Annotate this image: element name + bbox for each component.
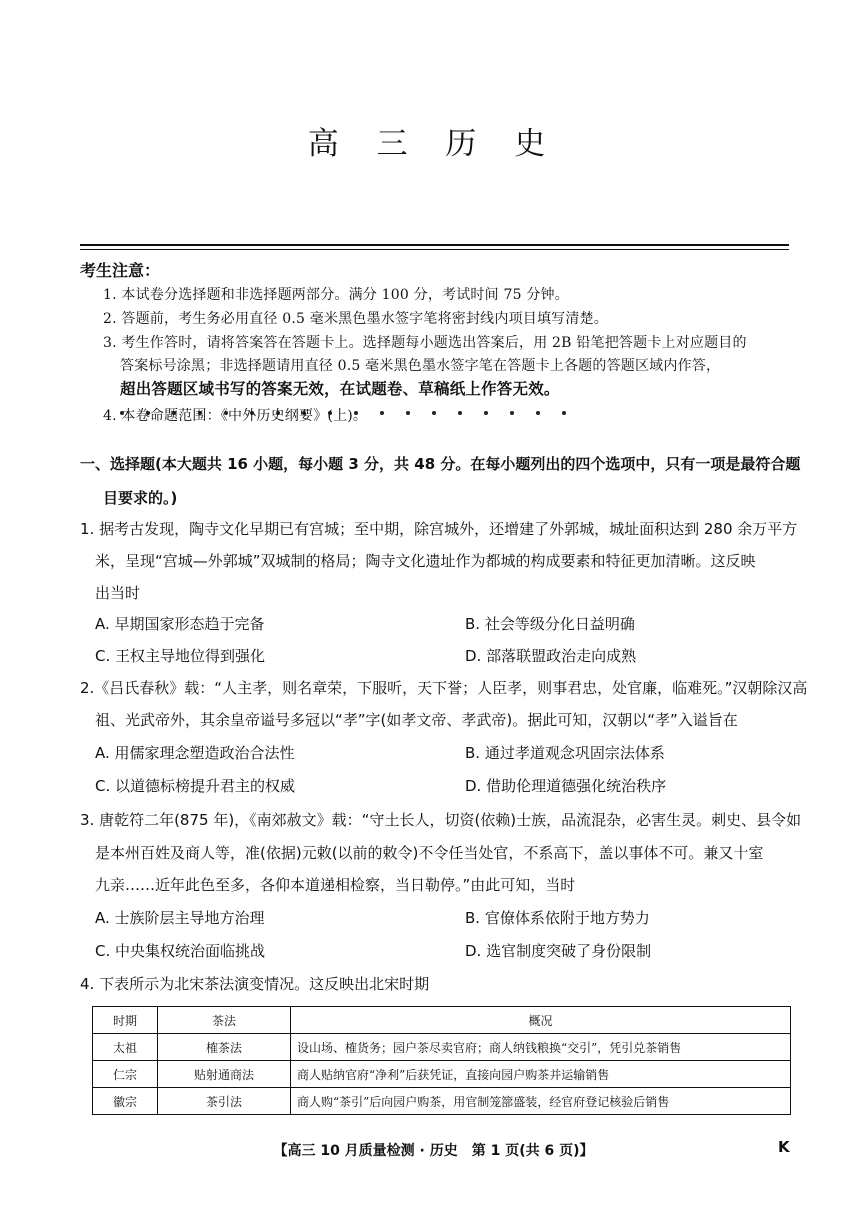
table-header-cell: 概况 (291, 1007, 791, 1034)
table-header-row (93, 1007, 791, 1034)
question-3-text: 是本州百姓及商人等，准(依据)元敕(以前的敕令)不令任当处官，不系高下，盖以事体不可。兼又十室 (95, 844, 764, 862)
notice-line: 答案标号涂黑；非选择题请用直径 0.5 毫米黑色墨水签字笔在答题卡上各题的答题区域内作答， (120, 358, 721, 374)
table-cell: 徽宗 (93, 1088, 158, 1115)
table-header-cell: 时期 (93, 1007, 158, 1034)
section-heading: 一、选择题(本大题共 16 小题，每小题 3 分，共 48 分。在每小题列出的四个选项中，只有一项是最符合题 (80, 455, 801, 473)
question-3-option-c: C. 中央集权统治面临挑战 (95, 942, 266, 960)
table-row (93, 1061, 791, 1088)
table-header-cell: 茶法 (158, 1007, 291, 1034)
question-1-option-b: B. 社会等级分化日益明确 (465, 615, 635, 633)
paper-code: K (778, 1138, 790, 1156)
table-cell: 榷茶法 (158, 1034, 291, 1061)
question-3-option-b: B. 官僚体系依附于地方势力 (465, 909, 650, 927)
question-3-text: 九亲……近年此色至多，各仰本道递相检察，当日勒停。”由此可知，当时 (95, 876, 576, 894)
question-4-text: 4. 下表所示为北宋茶法演变情况。这反映出北宋时期 (80, 975, 430, 993)
table-cell: 贴射通商法 (158, 1061, 291, 1088)
question-2-text: 2.《吕氏春秋》载：“人主孝，则名章荣，下服听，天下誉；人臣孝，则事君忠，处官廉，临难死。”汉朝除汉高 (80, 679, 808, 697)
table-row (93, 1088, 791, 1115)
question-1-option-c: C. 王权主导地位得到强化 (95, 647, 266, 665)
page-title: 高 三 历 史 (307, 126, 560, 162)
table-cell: 设山场、榷货务；园户茶尽卖官府；商人纳钱粮换“交引”，凭引兑茶销售 (291, 1034, 791, 1061)
notice-line: 3. 考生作答时，请将答案答在答题卡上。选择题每小题选出答案后，用 2B 铅笔把答题卡上对应题目的 (103, 335, 747, 351)
question-1-option-a: A. 早期国家形态趋于完备 (95, 615, 265, 633)
question-2-option-a: A. 用儒家理念塑造政治合法性 (95, 744, 295, 762)
page-footer: 【高三 10 月质量检测 · 历史 第 1 页(共 6 页)】 (273, 1143, 594, 1159)
question-2-text: 祖、光武帝外，其余皇帝谥号多冠以“孝”字(如孝文帝、孝武帝)。据此可知，汉朝以“孝”入谥旨在 (95, 711, 738, 729)
table-cell: 商人购“茶引”后向园户购茶，用官制笼篰盛装，经官府登记核验后销售 (291, 1088, 791, 1115)
question-3-text: 3. 唐乾符二年(875 年)，《南郊赦文》载：“守土长人，切资(依赖)士族，品流混杂，必害生灵。刺史、县令如 (80, 811, 802, 829)
question-2-option-c: C. 以道德标榜提升君主的权威 (95, 777, 296, 795)
question-3-option-d: D. 选官制度突破了身份限制 (465, 942, 652, 960)
notice-heading: 考生注意： (80, 261, 161, 280)
header-divider-thin (80, 249, 789, 250)
table-cell: 仁宗 (93, 1061, 158, 1088)
notice-line: 4. 本卷命题范围：《中外历史纲要》(上)。 (103, 408, 368, 424)
question-3-option-a: A. 士族阶层主导地方治理 (95, 909, 265, 927)
question-2-option-b: B. 通过孝道观念巩固宗法体系 (465, 744, 665, 762)
table-cell: 茶引法 (158, 1088, 291, 1115)
question-2-option-d: D. 借助伦理道德强化统治秩序 (465, 777, 667, 795)
question-1-text: 1. 据考古发现，陶寺文化早期已有宫城；至中期，除宫城外，还增建了外郭城，城址面积达到 280 余万平方 (80, 520, 798, 538)
notice-emphasis-line: 超出答题区域书写的答案无效，在试题卷、草稿纸上作答无效。 (120, 380, 560, 398)
notice-line: 2. 答题前，考生务必用直径 0.5 毫米黑色墨水签字笔将密封线内项目填写清楚。 (103, 311, 608, 327)
table-cell: 商人贴纳官府“净利”后获凭证，直接向园户购茶并运输销售 (291, 1061, 791, 1088)
notice-line: 1. 本试卷分选择题和非选择题两部分。满分 100 分，考试时间 75 分钟。 (103, 287, 569, 303)
question-1-text: 出当时 (95, 584, 141, 602)
section-heading-cont: 目要求的。) (103, 489, 178, 507)
table-cell: 太祖 (93, 1034, 158, 1061)
table-row (93, 1034, 791, 1061)
tea-law-table (92, 1006, 791, 1115)
question-1-text: 米，呈现“宫城—外郭城”双城制的格局；陶寺文化遗址作为都城的构成要素和特征更加清晰。这反映 (95, 552, 756, 570)
header-divider (80, 244, 789, 246)
question-1-option-d: D. 部落联盟政治走向成熟 (465, 647, 637, 665)
